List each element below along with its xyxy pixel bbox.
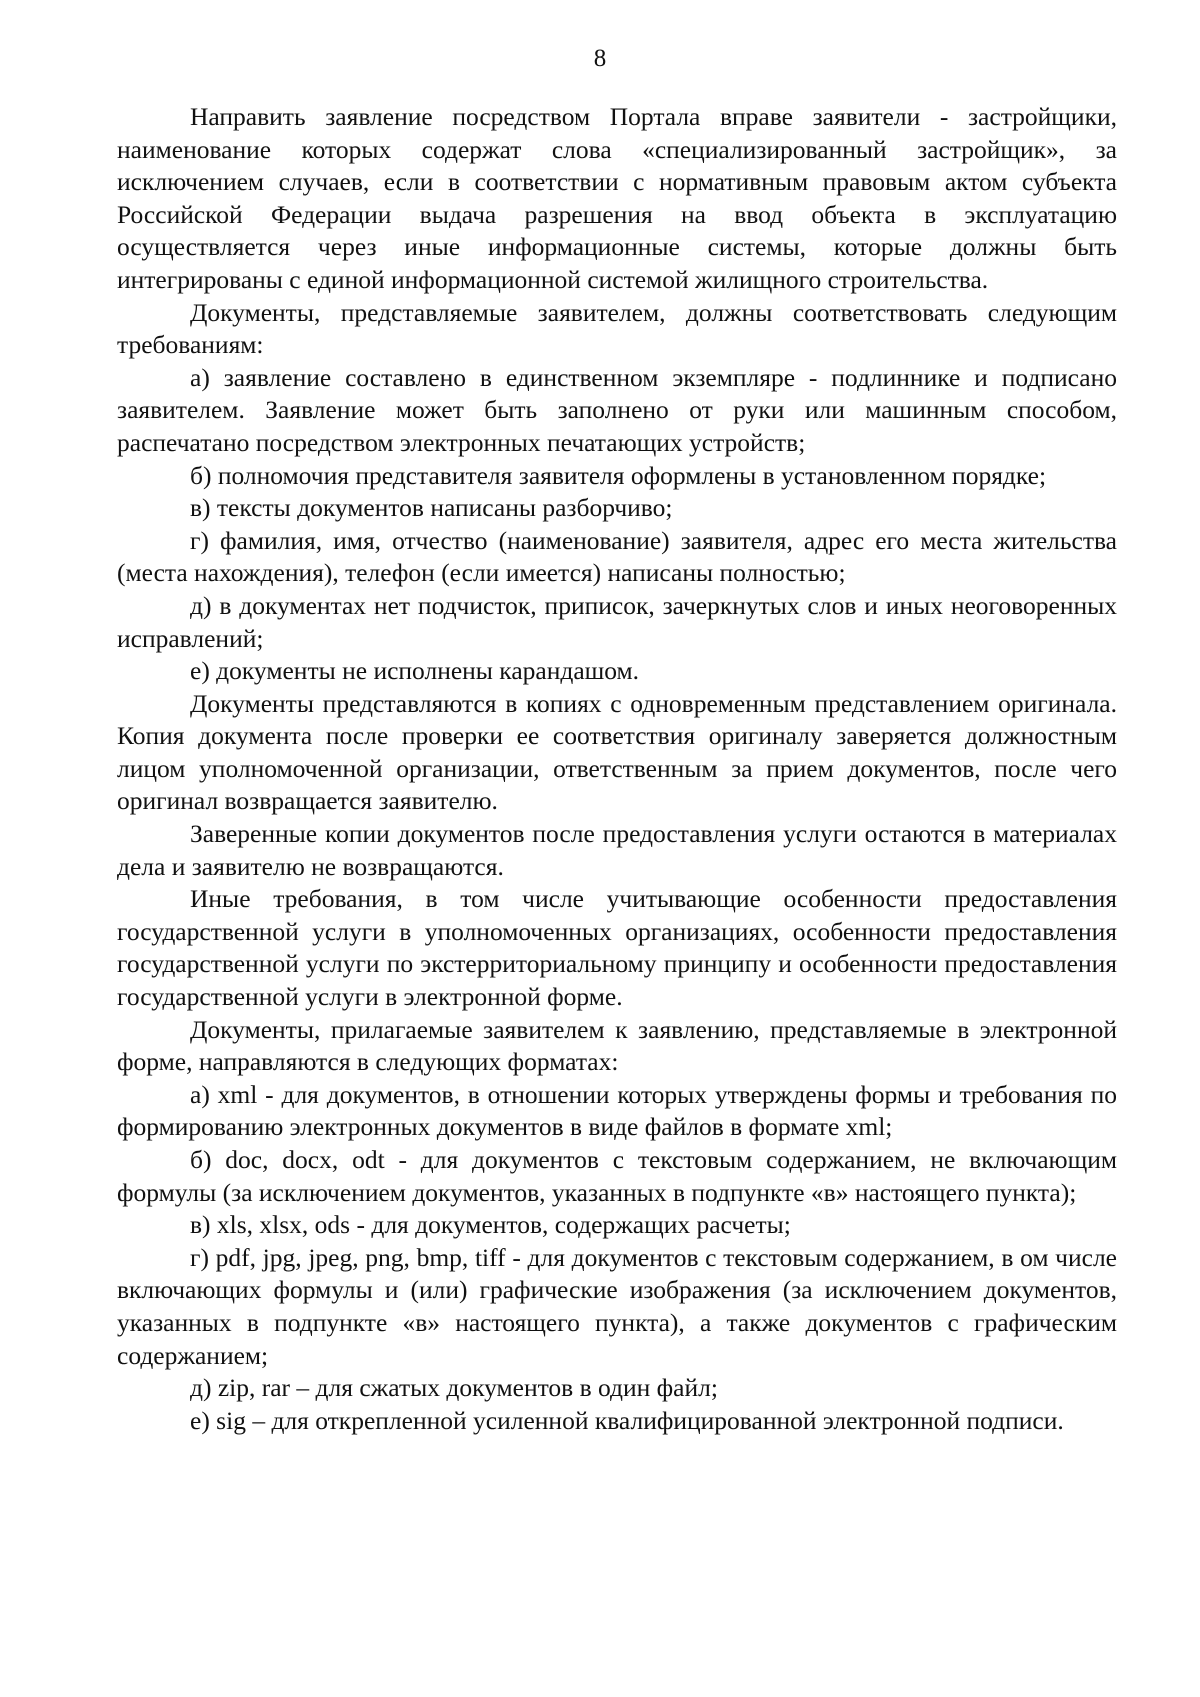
format-item-d: д) zip, rar – для сжатых документов в один файл;	[190, 1373, 718, 1403]
document-body	[117, 101, 1117, 1437]
list-item-b: б) полномочия представителя заявителя оформлены в установленном порядке;	[190, 460, 1047, 490]
format-item-g: г) pdf, jpg, jpeg, png, bmp, tiff - для документов с текстовым содержанием, в ом числе включающих формулы и (или) графические изображения (за исключением документов, указанных в подпункте «в» настоящего пункта), а также документов с графическим содержанием;	[117, 1242, 1117, 1370]
paragraph-certified-copies: Заверенные копии документов после предоставления услуги остаются в материалах дела и заявителю не возвращаются.	[117, 819, 1117, 881]
paragraph-copies: Документы представляются в копиях с одновременным представлением оригинала. Копия документа после проверки ее соответствия оригиналу заверяется должностным лицом уполномоченной организации, ответственным за прием документов, после чего оригинал возвращается заявителю.	[117, 688, 1117, 816]
format-item-b: б) doc, docx, odt - для документов с текстовым содержанием, не включающим формулы (за исключением документов, указанных в подпункте «в» настоящего пункта);	[117, 1145, 1117, 1207]
paragraph-requirements-intro: Документы, представляемые заявителем, должны соответствовать следующим требованиям:	[117, 297, 1117, 360]
list-item-v: в) тексты документов написаны разборчиво;	[190, 493, 673, 523]
list-item-d: д) в документах нет подчисток, приписок, зачеркнутых слов и иных неоговоренных исправлений;	[117, 590, 1117, 653]
paragraph-portal-submission: Направить заявление посредством Портала вправе заявители - застройщики, наименование которых содержат слова «специализированный застройщик», за исключением случаев, если в соответствии с нормативным правовым актом субъекта Российской Федерации выдача разрешения на ввод объекта в эксплуатацию осуществляется через иные информационные системы, которые должны быть интегрированы с единой информационной системой жилищного строительства.	[117, 102, 1117, 294]
page-number: 8	[593, 45, 607, 72]
format-item-e: е) sig – для открепленной усиленной квалифицированной электронной подписи.	[190, 1405, 1064, 1435]
list-item-e: е) документы не исполнены карандашом.	[190, 656, 640, 686]
list-item-g: г) фамилия, имя, отчество (наименование) заявителя, адрес его места жительства (места нахождения), телефон (если имеется) написаны полностью;	[117, 525, 1117, 588]
paragraph-other-requirements: Иные требования, в том числе учитывающие особенности предоставления государственной услуги в уполномоченных организациях, особенности предоставления государственной услуги по экстерриториальному принципу и особенности предоставления государственной услуги в электронной форме.	[117, 884, 1117, 1012]
format-item-a: а) xml - для документов, в отношении которых утверждены формы и требования по формированию электронных документов в виде файлов в формате xml;	[117, 1079, 1117, 1142]
paragraph-electronic-formats-intro: Документы, прилагаемые заявителем к заявлению, представляемые в электронной форме, направляются в следующих форматах:	[117, 1014, 1117, 1077]
list-item-a: а) заявление составлено в единственном экземпляре - подлиннике и подписано заявителем. Заявление может быть заполнено от руки или машинным способом, распечатано посредством электронных печатающих устройств;	[117, 362, 1117, 457]
format-item-v: в) xls, xlsx, ods - для документов, содержащих расчеты;	[190, 1210, 791, 1240]
